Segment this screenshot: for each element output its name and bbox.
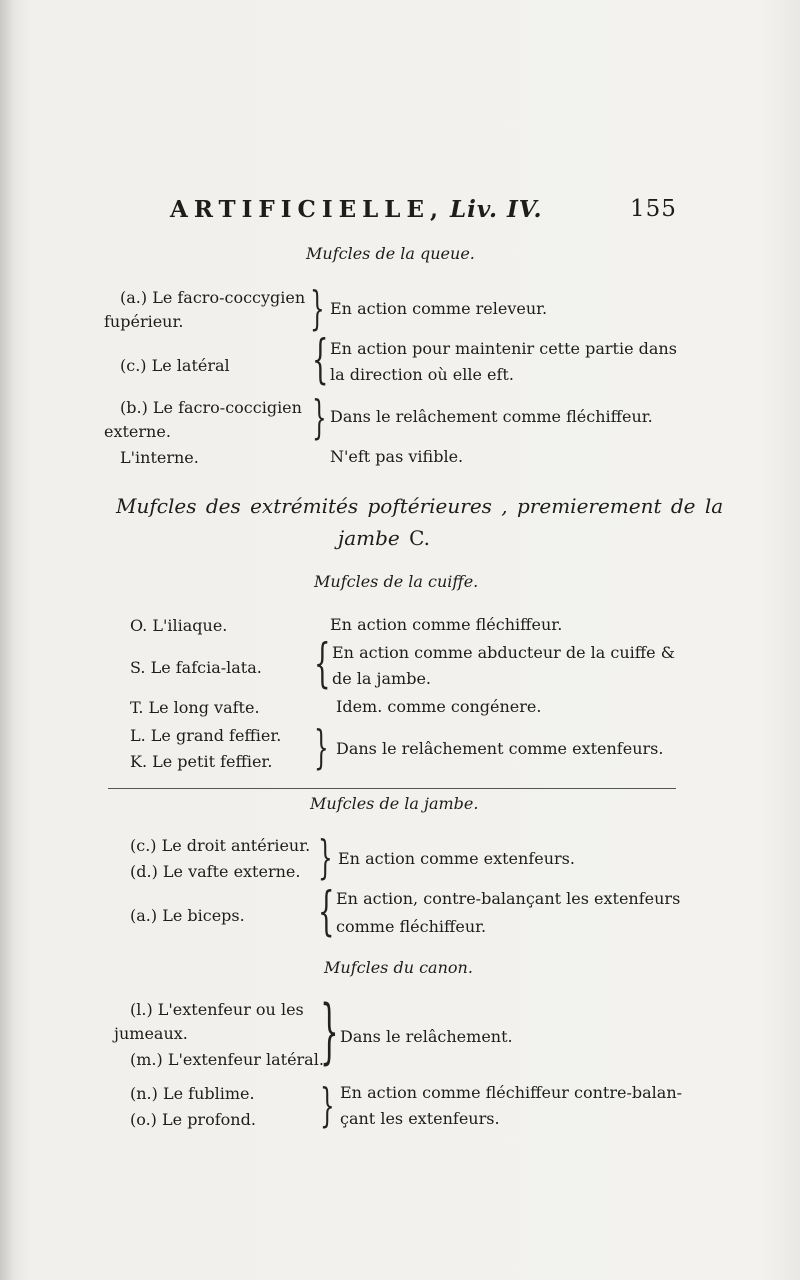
canon-entry-no-right-2: çant les extenfeurs. [340, 1109, 500, 1128]
header-title: ARTIFICIELLE, [170, 196, 444, 223]
canon-entry-m-left: (m.) L'extenfeur latéral. [130, 1050, 324, 1069]
canon-entry-o-left: (o.) Le profond. [130, 1110, 256, 1129]
cuisse-entry-s-right-1: En action comme abducteur de la cuiffe & [332, 643, 675, 662]
heading-jambe: Mufcles de la jambe. [310, 794, 479, 813]
canon-entry-l-left-2: jumeaux. [114, 1024, 188, 1043]
running-header [170, 196, 690, 228]
cuisse-entry-s-right-2: de la jambe. [332, 669, 432, 688]
jambe-entry-a-right-1: En action, contre-balançant les extenfeurs [336, 889, 681, 908]
cuisse-entry-o-left: O. L'iliaque. [130, 616, 228, 635]
page-number: 155 [630, 196, 677, 222]
heading-cuisse: Mufcles de la cuiffe. [314, 572, 479, 591]
brace-close: } [320, 990, 339, 1072]
heading-queue: Mufcles de la queue. [306, 244, 475, 263]
brace-close: } [312, 390, 327, 444]
brace-open: { [314, 634, 331, 694]
cuisse-entry-lk-right: Dans le relâchement comme extenfeurs. [336, 739, 664, 758]
jambe-entry-c-left: (c.) Le droit antérieur. [130, 836, 311, 855]
brace-open: { [312, 330, 329, 390]
section-title-line-2 [338, 526, 538, 550]
cuisse-entry-o-right: En action comme fléchiffeur. [330, 615, 563, 634]
queue-entry-b-left-1: (b.) Le facro-coccigien [120, 398, 302, 417]
queue-entry-interne-right: N'eft pas vifible. [330, 447, 464, 466]
queue-entry-c-left: (c.) Le latéral [120, 356, 230, 375]
brace-close: } [320, 1078, 335, 1132]
queue-entry-a-left-2: fupérieur. [104, 312, 184, 331]
brace-close: } [318, 830, 333, 884]
section-title-letter: C. [409, 526, 431, 550]
queue-entry-b-right: Dans le relâchement comme fléchiffeur. [330, 407, 653, 426]
cuisse-entry-s-left: S. Le fafcia-lata. [130, 658, 262, 677]
queue-entry-c-right-1: En action pour maintenir cette partie dans [330, 339, 677, 358]
queue-entry-a-right: En action comme releveur. [330, 299, 548, 318]
section-title-jambe: jambe [338, 526, 400, 550]
cuisse-entry-k-left: K. Le petit feffier. [130, 752, 273, 771]
queue-entry-c-right-2: la direction où elle eft. [330, 365, 514, 384]
jambe-entry-a-left: (a.) Le biceps. [130, 906, 245, 925]
queue-entry-a-left-1: (a.) Le facro-coccygien [120, 288, 306, 307]
canon-entry-no-right-1: En action comme fléchiffeur contre-balan- [340, 1083, 683, 1102]
canon-entry-lm-right: Dans le relâchement. [340, 1027, 513, 1046]
jambe-entry-a-right-2: comme fléchiffeur. [336, 917, 487, 936]
canon-entry-l-left-1: (l.) L'extenfeur ou les [130, 1000, 304, 1019]
brace-close: } [314, 720, 329, 774]
cuisse-entry-l-left: L. Le grand feffier. [130, 726, 282, 745]
cuisse-entry-t-right: Idem. comme congénere. [336, 697, 542, 716]
section-title-line-1: Mufcles des extrémités poftérieures , premierement de la [116, 494, 724, 518]
brace-open: { [318, 882, 335, 942]
canon-entry-n-left: (n.) Le fublime. [130, 1084, 255, 1103]
jambe-entry-d-left: (d.) Le vafte externe. [130, 862, 301, 881]
queue-entry-b-left-2: externe. [104, 422, 171, 441]
brace-close: } [310, 281, 325, 335]
section-divider [108, 788, 676, 789]
queue-entry-interne-left: L'interne. [120, 448, 199, 467]
jambe-entry-cd-right: En action comme extenfeurs. [338, 849, 575, 868]
header-book-number: Liv. IV. [450, 196, 543, 223]
heading-canon: Mufcles du canon. [324, 958, 473, 977]
cuisse-entry-t-left: T. Le long vafte. [130, 698, 260, 717]
